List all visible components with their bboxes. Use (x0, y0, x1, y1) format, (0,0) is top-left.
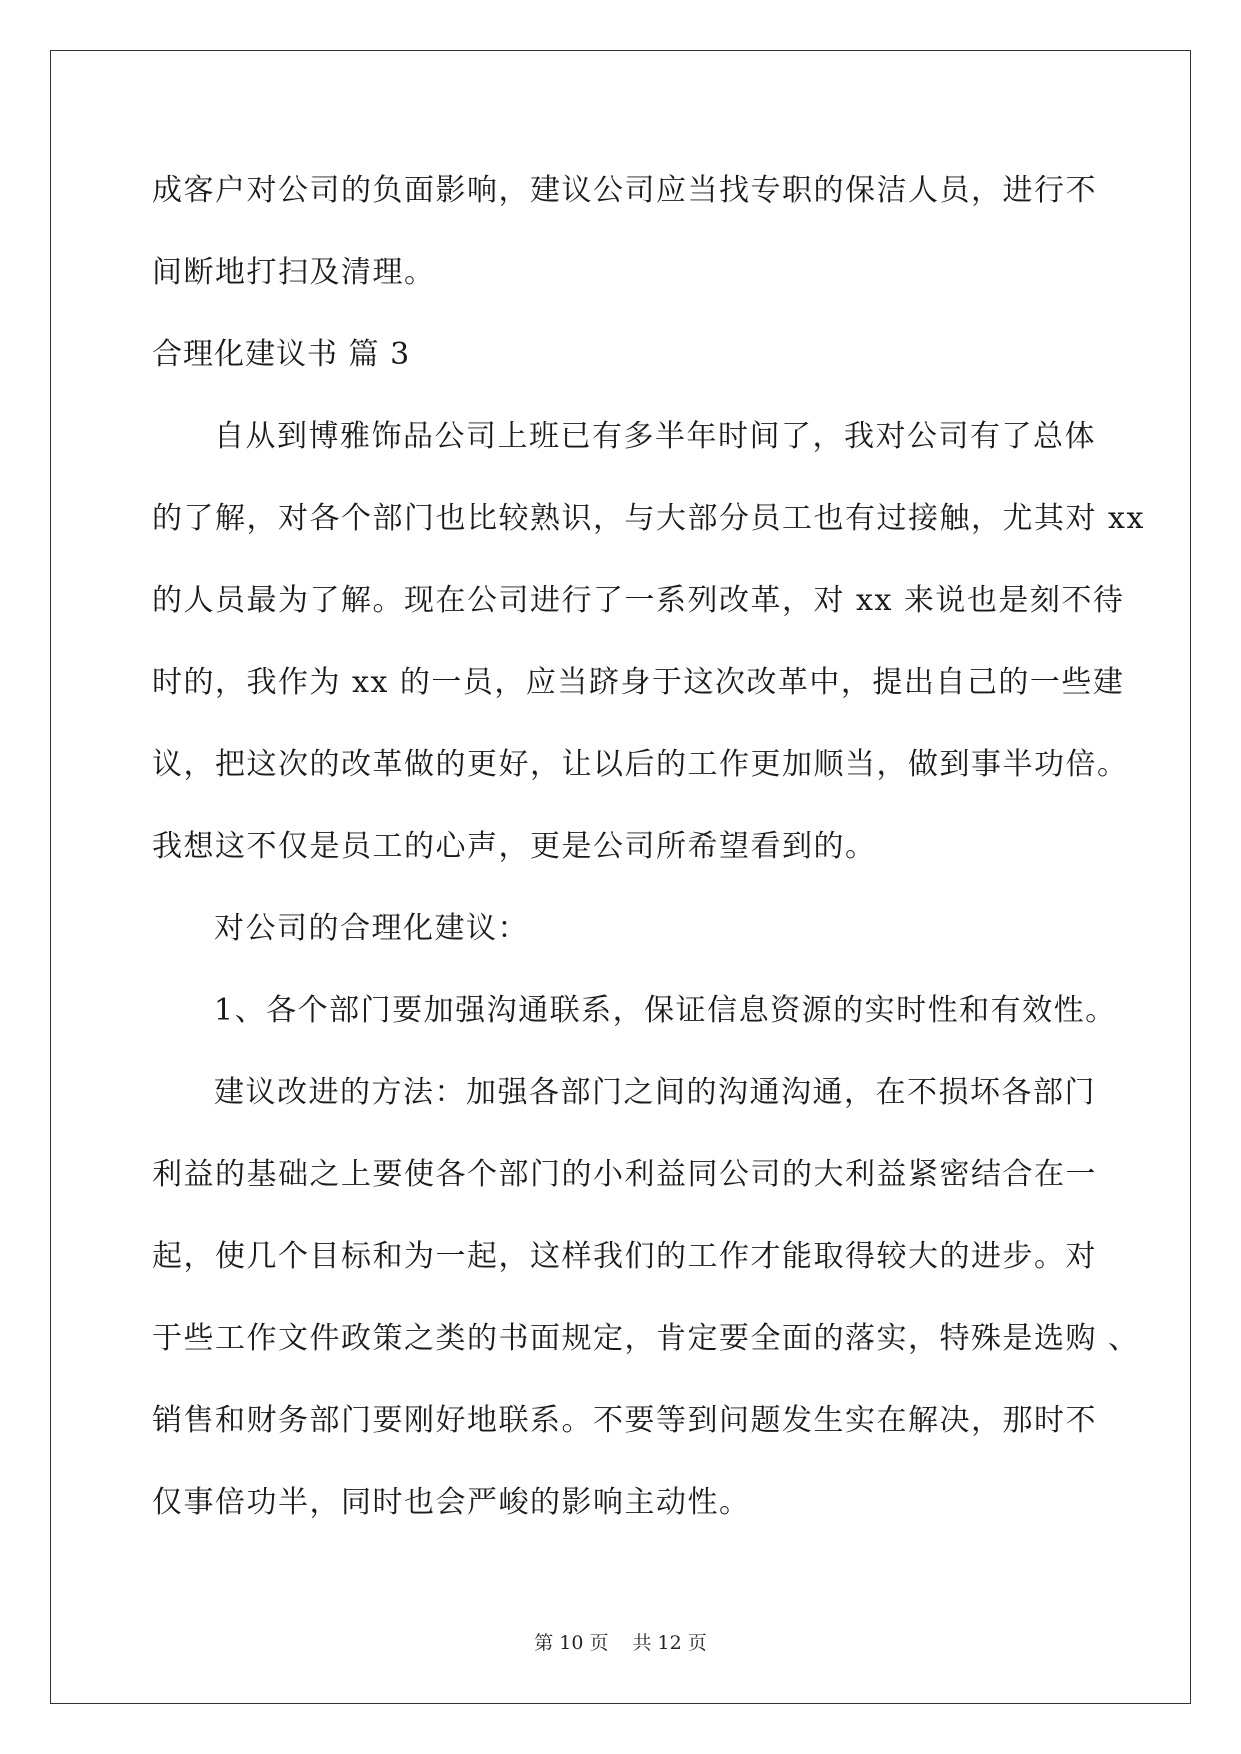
paragraph-line: 仅事倍功半，同时也会严峻的影响主动性。 (152, 1485, 751, 1520)
paragraph-line: 销售和财务部门要刚好地联系。不要等到问题发生实在解决，那时不 (152, 1403, 1097, 1438)
paragraph-line: 对公司的合理化建议： (214, 911, 529, 946)
paragraph-line: 间断地打扫及清理。 (152, 255, 436, 290)
list-item: 1、各个部门要加强沟通联系，保证信息资源的实时性和有效性。 (214, 993, 1117, 1028)
paragraph-line: 成客户对公司的负面影响，建议公司应当找专职的保洁人员，进行不 (152, 173, 1097, 208)
paragraph-line: 起，使几个目标和为一起，这样我们的工作才能取得较大的进步。对 (152, 1239, 1097, 1274)
paragraph-line: 自从到博雅饰品公司上班已有多半年时间了，我对公司有了总体 (214, 419, 1096, 454)
document-body (152, 150, 1145, 1544)
paragraph-line: 的了解，对各个部门也比较熟识，与大部分员工也有过接触，尤其对 xx (152, 501, 1145, 536)
page-number-total: 共 12 页 (632, 1632, 707, 1654)
paragraph-line: 于些工作文件政策之类的书面规定，肯定要全面的落实，特殊是选购 、 (152, 1321, 1140, 1356)
page-number-current: 第 10 页 (534, 1632, 609, 1654)
paragraph-line: 的人员最为了解。现在公司进行了一系列改革，对 xx 来说也是刻不待 (152, 583, 1125, 618)
section-heading: 合理化建议书 篇 3 (152, 337, 411, 372)
paragraph-line: 时的，我作为 xx 的一员，应当跻身于这次改革中，提出自己的一些建 (152, 665, 1125, 700)
paragraph-line: 利益的基础之上要使各个部门的小利益同公司的大利益紧密结合在一 (152, 1157, 1097, 1192)
paragraph-line: 建议改进的方法：加强各部门之间的沟通沟通，在不损坏各部门 (214, 1075, 1096, 1110)
paragraph-line: 议，把这次的改革做的更好，让以后的工作更加顺当，做到事半功倍。 (152, 747, 1129, 782)
paragraph-line: 我想这不仅是员工的心声，更是公司所希望看到的。 (152, 829, 877, 864)
page-footer (0, 1628, 1241, 1655)
